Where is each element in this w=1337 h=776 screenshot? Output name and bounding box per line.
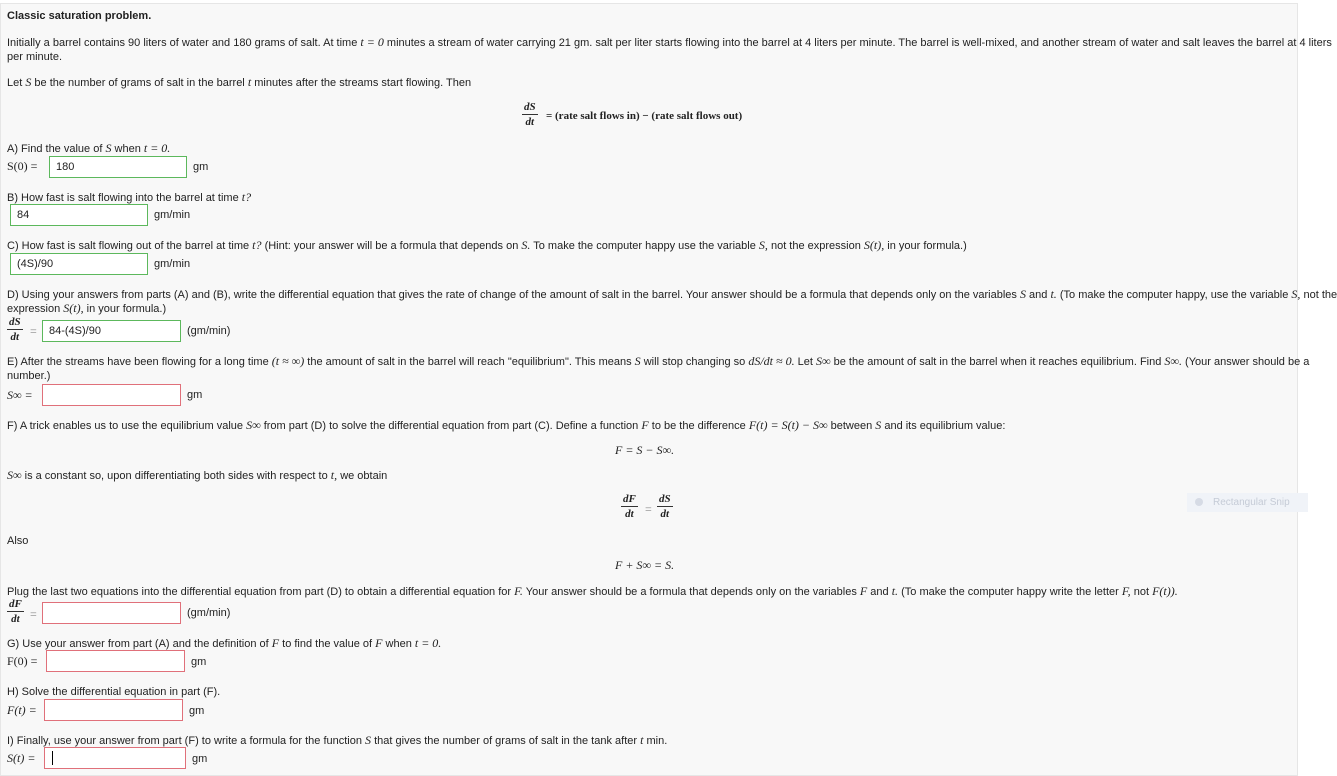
- part-d-equals: =: [30, 324, 37, 338]
- part-c-unit: gm/min: [154, 258, 191, 270]
- part-d-question-line2: expression S(t), in your formula.): [7, 301, 167, 315]
- intro-line-1: Initially a barrel contains 90 liters of water and 180 grams of salt. At time t = 0 minutes a stream of water carrying 21 gm. salt per liter starts flowing into the barrel at 4 liters per minute. The barrel is well-mixed, and another stream of water and salt leaves the barrel at 4 liters: [7, 35, 1332, 49]
- part-g-lhs: F(0) =: [7, 654, 38, 668]
- part-d-question-line1: D) Using your answers from parts (A) and (B), write the differential equation that gives the rate of change of the amount of salt in the barrel. Your answer should be a formula that depends only on the variables S and t. (To make the computer happy, use the variable S, not the: [7, 287, 1337, 301]
- part-a-unit: gm: [193, 161, 209, 173]
- part-f-equals: =: [30, 607, 37, 621]
- part-i-unit: gm: [192, 753, 208, 765]
- part-b-question: B) How fast is salt flowing into the barrel at time t?: [7, 190, 252, 204]
- part-b-answer-input[interactable]: [10, 204, 148, 226]
- part-i-lhs: S(t) =: [7, 751, 36, 765]
- part-c-answer-input[interactable]: [10, 253, 148, 275]
- part-f-eq2-equals: =: [645, 502, 652, 516]
- intro-line-2: per minute.: [7, 51, 63, 63]
- part-f-also: Also: [7, 535, 29, 547]
- part-a-answer-input[interactable]: [49, 156, 187, 178]
- part-f-eq2-right: $\frac{dS}{dt}$: [659, 493, 671, 520]
- part-e-unit: gm: [187, 389, 203, 401]
- part-f-question: F) A trick enables us to use the equilibrium value S∞ from part (D) to solve the differential equation from part (C). Define a function F to be the difference F(t) = S(t) − S∞ between S and its equilibrium value:: [7, 418, 1006, 432]
- part-d-unit: (gm/min): [187, 325, 231, 337]
- let-statement: Let S be the number of grams of salt in the barrel t minutes after the streams start flowing. Then: [7, 75, 472, 89]
- part-g-question: G) Use your answer from part (A) and the definition of F to find the value of F when t = 0.: [7, 636, 442, 650]
- part-e-question-line1: E) After the streams have been flowing for a long time (t ≈ ∞) the amount of salt in the barrel will reach "equilibrium". This means S will stop changing so dS/dt ≈ 0. Let S∞ be the amount of salt in the barrel when it reaches equilibrium. Find S∞. (Your answer should be a: [7, 354, 1310, 368]
- part-g-answer-input[interactable]: [46, 650, 185, 672]
- part-f-constant-text: S∞ is a constant so, upon differentiating both sides with respect to t, we obtain: [7, 468, 388, 482]
- part-a-lhs: S(0) =: [7, 159, 38, 173]
- part-h-lhs: F(t) =: [7, 703, 37, 717]
- part-e-answer-input[interactable]: [42, 384, 181, 406]
- part-f-fraction: $\frac{dF}{dt}$: [9, 598, 22, 625]
- part-e-question-line2: number.): [7, 370, 51, 382]
- snip-label: Rectangular Snip: [1213, 497, 1290, 508]
- part-b-unit: gm/min: [154, 209, 191, 221]
- part-f-equation-3: F + S∞ = S.: [615, 558, 675, 572]
- text-cursor: [52, 751, 53, 765]
- main-eq-rhs: = (rate salt flows in) − (rate salt flows out): [546, 110, 743, 122]
- part-i-answer-input[interactable]: [44, 747, 186, 769]
- part-c-question: C) How fast is salt flowing out of the barrel at time t? (Hint: your answer will be a formula that depends on S. To make the computer happy use the variable S, not the expression S(t), in your formula.): [7, 238, 967, 252]
- main-eq-fraction: $\frac{dS}{dt}$: [524, 101, 536, 128]
- part-h-answer-input[interactable]: [44, 699, 183, 721]
- part-a-question: A) Find the value of S when t = 0.: [7, 141, 171, 155]
- problem-title: Classic saturation problem.: [7, 10, 152, 22]
- part-g-unit: gm: [191, 656, 207, 668]
- part-d-answer-input[interactable]: [42, 320, 181, 342]
- part-e-lhs: S∞ =: [7, 388, 33, 402]
- part-i-question: I) Finally, use your answer from part (F) to write a formula for the function S that gives the number of grams of salt in the tank after t min.: [7, 733, 668, 747]
- part-f-answer-input[interactable]: [42, 602, 181, 624]
- snip-icon: [1195, 498, 1203, 506]
- part-h-unit: gm: [189, 705, 205, 717]
- part-f-equation-1: F = S − S∞.: [615, 443, 675, 457]
- part-f-unit: (gm/min): [187, 607, 231, 619]
- part-f-eq2-left: $\frac{dF}{dt}$: [623, 493, 636, 520]
- part-d-fraction: $\frac{dS}{dt}$: [9, 316, 21, 343]
- part-h-question: H) Solve the differential equation in part (F).: [7, 686, 221, 698]
- rectangular-snip-widget[interactable]: [1187, 493, 1308, 512]
- part-f-plug-text: Plug the last two equations into the differential equation from part (D) to obtain a differential equation for F. Your answer should be a formula that depends only on the variables F and t. (To make the computer happy write the letter F, not F(t)).: [7, 584, 1178, 598]
